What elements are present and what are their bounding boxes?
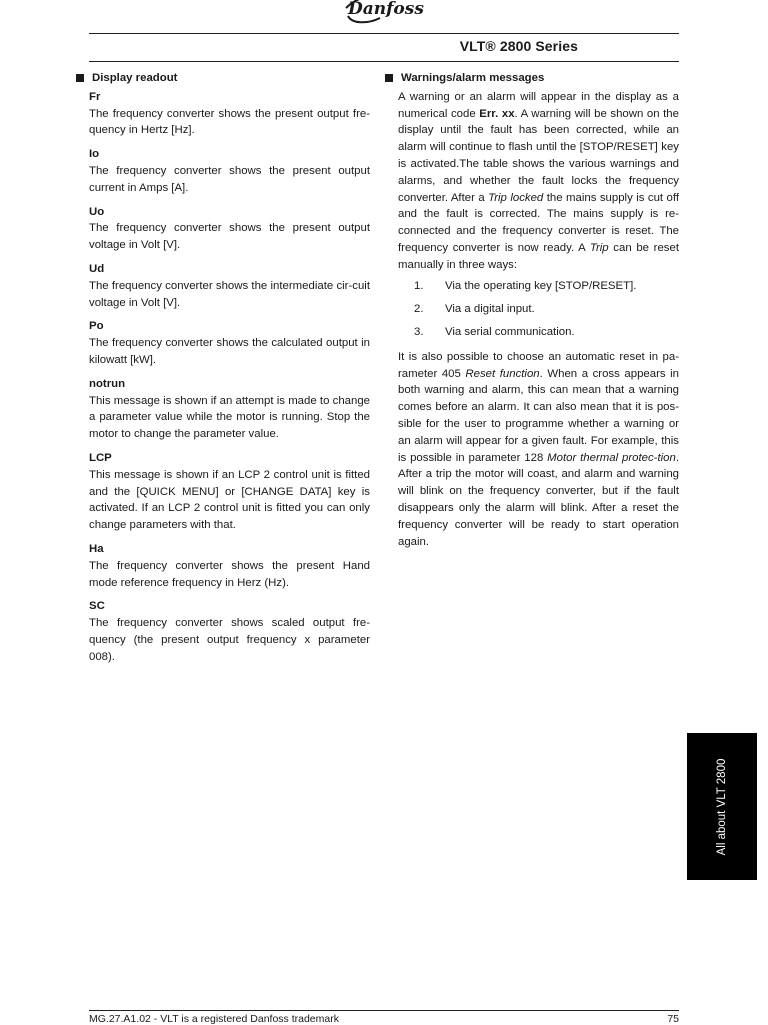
term-lcp: LCP (89, 451, 112, 464)
desc-ud: The frequency converter shows the intermediate cir-cuit voltage in Volt [V]. (89, 279, 370, 309)
term-uo: Uo (89, 205, 105, 218)
term-notrun: notrun (89, 377, 126, 390)
danfoss-logo (340, 0, 432, 26)
chapter-tab-label: All about VLT 2800 (716, 758, 728, 855)
chapter-tab (687, 733, 757, 880)
warnings-paragraph-2: It is also possible to choose an automatic reset in pa-rameter 405 Reset function. When a cross appears in both warning and alarm, this can mean that a warning comes before an alarm. It can also mean that it is pos-sible for the user to programme whether a warning or an alarm will appear for a given fault. For example, this is possible in parameter 128 Motor thermal protec-tion. After a trip the motor will coast, and alarm and warning will blink on the frequency converter, but if the fault disappears only the alarm will blink. After a reset the frequency converter will be ready to start operation again. (398, 350, 679, 548)
error-code: Err. xx (479, 107, 515, 120)
header-rule-bottom (89, 61, 679, 62)
term-reset-function: Reset function (465, 367, 540, 380)
logo-text: Danfoss (348, 0, 424, 19)
term-sc: SC (89, 600, 105, 613)
term-fr: Fr (89, 90, 101, 103)
term-trip: Trip (589, 241, 609, 254)
warnings-paragraph-1: A warning or an alarm will appear in the display as a numerical code Err. xx. A warning will be shown on the display until the fault has been corrected, while an alarm will continue to flash until the [STOP/RESET] key is activated.The table shows the various warnings and alarms, and whether the fault locks the frequency converter. After a Trip locked the mains supply is cut off and the fault is corrected. The mains supply is re-connected and the frequency converter is reset. The frequency converter is now ready. A Trip can be reset manually in three ways: (398, 90, 679, 271)
series-title: VLT® 2800 Series (459, 38, 578, 54)
footer-rule (89, 1010, 679, 1011)
desc-uo: The frequency converter shows the present output voltage in Volt [V]. (89, 222, 370, 252)
left-column (89, 70, 370, 673)
list-item: 3. Via serial communication. (414, 325, 575, 338)
term-io: Io (89, 148, 100, 161)
section-title-display-readout: Display readout (76, 70, 370, 87)
right-column (398, 70, 679, 557)
term-trip-locked: Trip locked (488, 191, 544, 204)
list-item: 1. Via the operating key [STOP/RESET]. (414, 279, 637, 292)
desc-fr: The frequency converter shows the present output fre-quency in Hertz [Hz]. (89, 107, 370, 137)
section-title-warnings: Warnings/alarm messages (385, 70, 679, 87)
desc-notrun: This message is shown if an attempt is made to change a parameter value while the motor is running. Stop the motor to change the parameter value. (89, 394, 370, 441)
list-item: 2. Via a digital input. (414, 302, 535, 315)
desc-ha: The frequency converter shows the present Hand mode reference frequency in Herz (Hz). (89, 559, 370, 589)
page-number: 75 (667, 1013, 679, 1025)
term-po: Po (89, 320, 104, 333)
desc-po: The frequency converter shows the calculated output in kilowatt [kW]. (89, 337, 370, 366)
header-rule-top (89, 33, 679, 34)
square-bullet-icon (76, 74, 84, 82)
reset-methods-list (398, 278, 679, 341)
square-bullet-icon (385, 74, 393, 82)
footer-text: MG.27.A1.02 - VLT is a registered Danfoss trademark (89, 1013, 339, 1025)
term-ud: Ud (89, 262, 105, 275)
desc-lcp: This message is shown if an LCP 2 control unit is fitted and the [QUICK MENU] or [CHANGE DATA] key is activated. If an LCP 2 control unit is fitted you can only change parameters with that. (89, 468, 370, 532)
term-ha: Ha (89, 542, 104, 555)
desc-io: The frequency converter shows the present output current in Amps [A]. (89, 164, 370, 194)
desc-sc: The frequency converter shows scaled output fre-quency (the present output frequency x parameter 008). (89, 617, 370, 663)
term-motor-thermal-protection: Motor thermal protec-tion (547, 451, 676, 464)
